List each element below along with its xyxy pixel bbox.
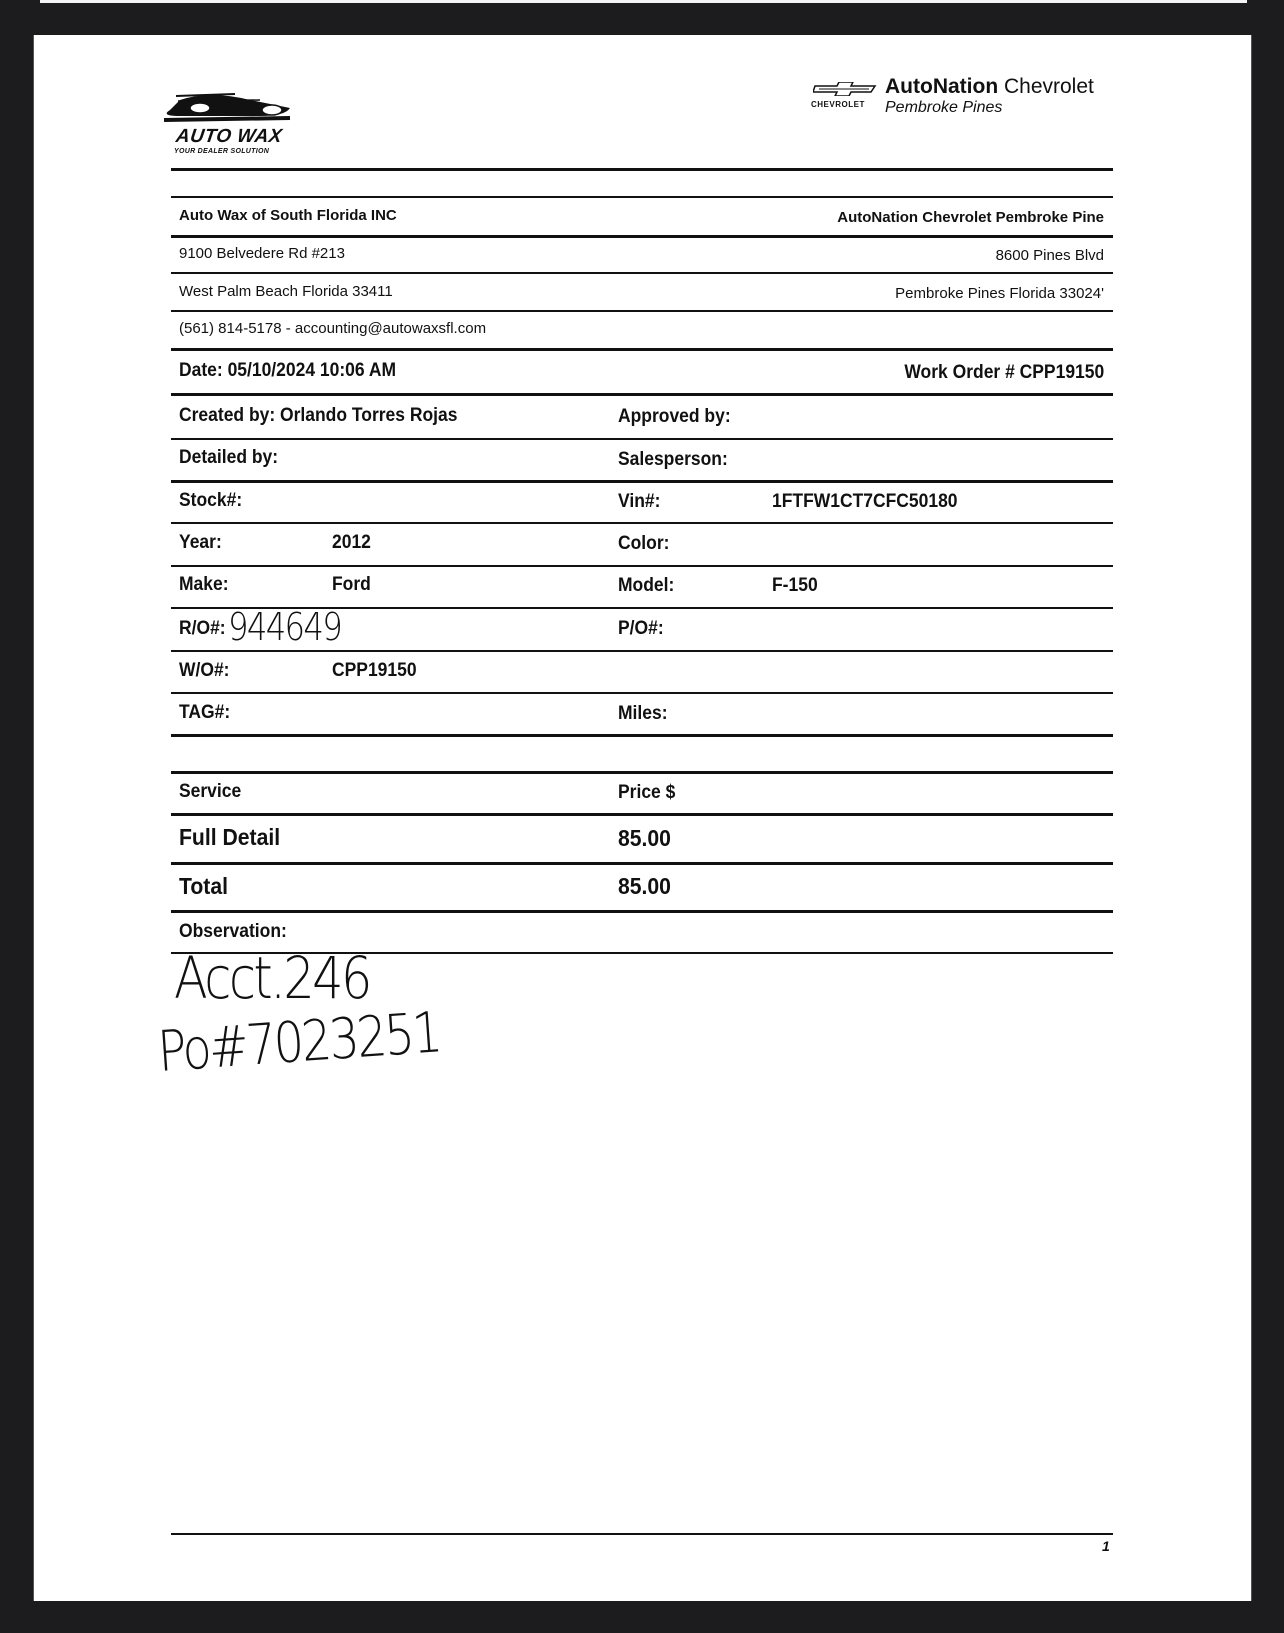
vendor-contact: (561) 814-5178 - accounting@autowaxsfl.com — [179, 320, 487, 337]
po-label: P/O#: — [618, 618, 664, 639]
rule — [171, 813, 1113, 816]
dealer-name: AutoNation Chevrolet Pembroke Pine — [837, 209, 1104, 226]
rule — [171, 771, 1113, 774]
rule — [171, 348, 1113, 351]
chevrolet-bowtie-icon — [813, 82, 877, 96]
dealer-logo-title-regular: Chevrolet — [998, 75, 1094, 98]
logo-tagline: YOUR DEALER SOLUTION — [174, 148, 270, 155]
wo-label: W/O#: — [179, 660, 230, 681]
rule — [171, 310, 1113, 312]
logo-wordmark: AUTO WAX — [174, 126, 284, 147]
page-number: 1 — [1102, 1538, 1110, 1554]
year-value: 2012 — [332, 532, 371, 553]
model-value: F-150 — [772, 575, 818, 596]
rule — [171, 910, 1113, 913]
created-by: Created by: Orlando Torres Rojas — [179, 405, 458, 426]
service-column-header: Service — [179, 781, 242, 802]
price-column-header: Price $ — [618, 782, 676, 803]
rule — [171, 272, 1113, 274]
model-label: Model: — [618, 575, 675, 596]
order-date: Date: 05/10/2024 10:06 AM — [179, 360, 397, 381]
vendor-address1: 9100 Belvedere Rd #213 — [179, 245, 345, 262]
rule — [171, 438, 1113, 440]
make-label: Make: — [179, 574, 229, 595]
auto-wax-logo — [140, 60, 300, 160]
rule — [171, 168, 1113, 171]
wo-value: CPP19150 — [332, 660, 417, 681]
approved-by-label: Approved by: — [618, 406, 731, 427]
dealer-address2: Pembroke Pines Florida 33024' — [895, 285, 1104, 302]
make-value: Ford — [332, 574, 371, 595]
vendor-address2: West Palm Beach Florida 33411 — [179, 283, 393, 300]
rule — [171, 565, 1113, 567]
footer-rule — [171, 1533, 1113, 1535]
work-order-number: Work Order # CPP19150 — [904, 362, 1104, 383]
rule — [171, 862, 1113, 865]
rule — [171, 734, 1113, 737]
observation-label: Observation: — [179, 921, 287, 942]
dealer-logo-title — [885, 75, 1094, 99]
salesperson-label: Salesperson: — [618, 449, 728, 470]
vendor-name: Auto Wax of South Florida INC — [179, 207, 397, 224]
tag-label: TAG#: — [179, 702, 231, 723]
rule — [171, 692, 1113, 694]
vin-label: Vin#: — [618, 491, 661, 512]
service-item-name: Full Detail — [179, 824, 281, 850]
year-label: Year: — [179, 532, 222, 553]
rule — [171, 196, 1113, 198]
autonation-chevrolet-logo — [805, 72, 1105, 122]
rule — [171, 480, 1113, 483]
color-label: Color: — [618, 533, 670, 554]
dealer-logo-subtitle: Pembroke Pines — [885, 99, 1003, 116]
service-item-price: 85.00 — [618, 825, 671, 851]
viewer-top-strip — [40, 0, 1247, 3]
rule — [171, 522, 1113, 524]
ro-label: R/O#: — [179, 618, 226, 639]
miles-label: Miles: — [618, 703, 668, 724]
dealer-logo-title-bold: AutoNation — [885, 75, 999, 98]
total-value: 85.00 — [618, 873, 671, 899]
rule — [171, 393, 1113, 396]
ro-handwritten-value: 944649 — [228, 605, 342, 649]
detailed-by-label: Detailed by: — [179, 447, 279, 468]
observation-handwritten-account: Acct.246 — [174, 944, 370, 1012]
rule — [171, 650, 1113, 652]
vin-value: 1FTFW1CT7CFC50180 — [772, 491, 958, 512]
total-label: Total — [179, 873, 228, 899]
chevrolet-wordmark: CHEVROLET — [811, 100, 865, 109]
stock-label: Stock#: — [179, 490, 243, 511]
observation-handwritten-po: Po#7023251 — [155, 1000, 443, 1085]
document-page — [33, 35, 1252, 1601]
rule — [171, 235, 1113, 238]
dealer-address1: 8600 Pines Blvd — [995, 247, 1104, 264]
race-car-icon — [140, 60, 300, 130]
